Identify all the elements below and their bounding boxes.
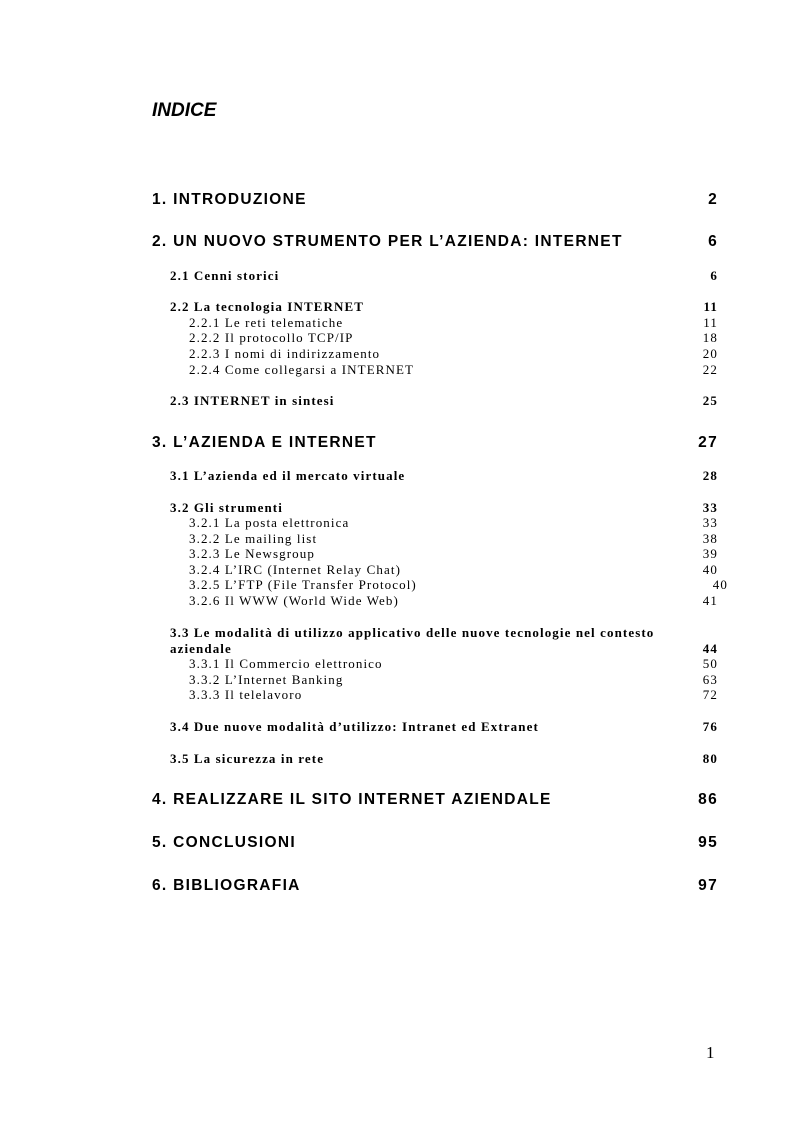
toc-entry-page: 33 [702, 515, 718, 530]
toc-entry-title: 3.2.2 Le mailing list [189, 531, 318, 546]
toc-entry-title: 3.2.4 L’IRC (Internet Relay Chat) [189, 562, 402, 577]
toc-entry-page: 25 [702, 393, 718, 408]
toc-entry-title: 3.2 Gli strumenti [170, 500, 283, 515]
toc-entry-title: 1. INTRODUZIONE [152, 191, 307, 208]
toc-entry-title: 3.2.6 Il WWW (World Wide Web) [189, 593, 399, 608]
toc-entry-page: 86 [698, 791, 718, 808]
toc-entry-page: 11 [703, 299, 718, 314]
toc-entry-title: 3.4 Due nuove modalità d’utilizzo: Intranet ed Extranet [170, 719, 539, 734]
toc-entry-page: 63 [702, 672, 718, 687]
toc-entry-title: 6. BIBLIOGRAFIA [152, 877, 301, 894]
page-title: INDICE [152, 100, 217, 121]
toc-entry-page: 11 [703, 315, 718, 330]
toc-entry-title: 2.1 Cenni storici [170, 268, 280, 283]
toc-entry-title: 2.2.2 Il protocollo TCP/IP [189, 330, 354, 345]
toc-entry-page: 40 [712, 577, 728, 592]
toc-entry-page: 20 [702, 346, 718, 361]
toc-entry-title: 3.5 La sicurezza in rete [170, 751, 325, 766]
toc-entry-page: 27 [698, 434, 718, 451]
toc-entry-page: 40 [702, 562, 718, 577]
toc-entry-page: 76 [702, 719, 718, 734]
toc-entry-page: 22 [702, 362, 718, 377]
toc-entry-page: 39 [702, 546, 718, 561]
page-number: 1 [706, 1043, 715, 1062]
toc-entry-page: 2 [708, 191, 718, 208]
toc-entry-title: 3.2.5 L’FTP (File Transfer Protocol) [189, 577, 417, 592]
toc-entry-page: 95 [698, 834, 718, 851]
toc-entry-title: 2.2.4 Come collegarsi a INTERNET [189, 362, 415, 377]
toc-entry-page: 28 [702, 468, 718, 483]
toc-entry-title: 3.1 L’azienda ed il mercato virtuale [170, 468, 406, 483]
toc-entry-title: 3.3.1 Il Commercio elettronico [189, 656, 383, 671]
toc-entry-title: 3.2.3 Le Newsgroup [189, 546, 315, 561]
toc-entry-title: 2.3 INTERNET in sintesi [170, 393, 335, 408]
toc-entry-page: 6 [708, 233, 718, 250]
toc-entry-page: 33 [702, 500, 718, 515]
toc-entry-page: 18 [702, 330, 718, 345]
toc-entry-page: 6 [710, 268, 718, 283]
toc-entry-page: 38 [702, 531, 718, 546]
toc-entry-page: 72 [702, 687, 718, 702]
toc-entry-title: 5. CONCLUSIONI [152, 834, 296, 851]
toc-entry-title: 3. L’AZIENDA E INTERNET [152, 434, 377, 451]
toc-entry-title: 2.2 La tecnologia INTERNET [170, 299, 365, 314]
toc-entry-page: 97 [698, 877, 718, 894]
toc-entry-title-line-1: 3.3 Le modalità di utilizzo applicativo delle nuove tecnologie nel contesto [170, 625, 655, 640]
toc-entry-page: 41 [702, 593, 718, 608]
toc-entry-title: 4. REALIZZARE IL SITO INTERNET AZIENDALE [152, 791, 552, 808]
toc-entry-title: 3.3.2 L’Internet Banking [189, 672, 344, 687]
toc-entry-title: 3.3.3 Il telelavoro [189, 687, 303, 702]
toc-entry-title: 2.2.1 Le reti telematiche [189, 315, 344, 330]
toc-entry-title-line-2: aziendale [170, 641, 232, 656]
toc-entry-title: 3.2.1 La posta elettronica [189, 515, 350, 530]
toc-entry-title: 2. UN NUOVO STRUMENTO PER L’AZIENDA: INTERNET [152, 233, 623, 250]
toc-entry-page: 44 [702, 641, 718, 656]
toc-entry-title: 2.2.3 I nomi di indirizzamento [189, 346, 381, 361]
toc-entry-page: 80 [702, 751, 718, 766]
toc-entry-page: 50 [702, 656, 718, 671]
